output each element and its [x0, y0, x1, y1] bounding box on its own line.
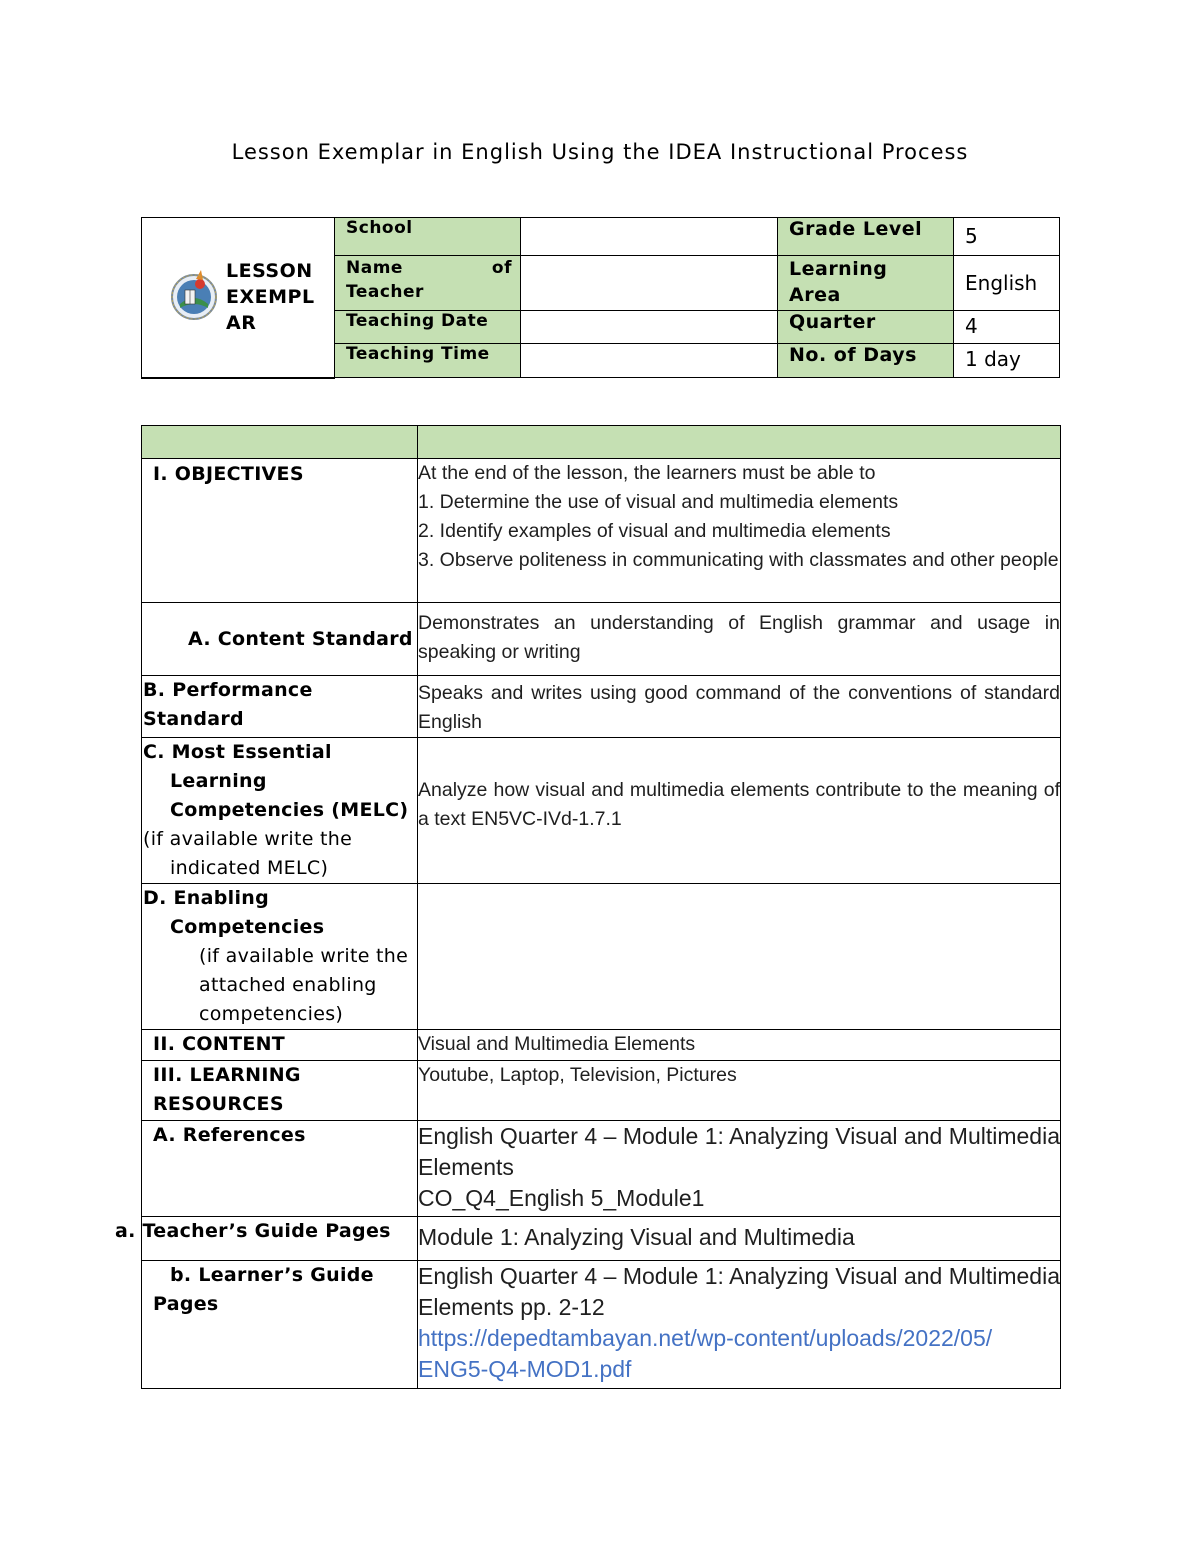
teaching-date-field[interactable] — [521, 311, 778, 344]
lesson-header-table — [141, 217, 1060, 379]
teaching-time-field[interactable] — [521, 344, 778, 378]
module-link-continued[interactable]: ENG5-Q4-MOD1.pdf — [418, 1356, 632, 1382]
performance-standard-text: Speaks and writes using good command of the conventions of standard English — [418, 676, 1061, 738]
content-standard-text: Demonstrates an understanding of English grammar and usage in speaking or writing — [418, 603, 1061, 676]
lesson-plan-table — [115, 425, 1061, 1389]
teaching-time-label: Teaching Time — [335, 344, 521, 378]
table-header-row — [142, 426, 1061, 459]
references-text: English Quarter 4 – Module 1: Analyzing Visual and Multimedia Elements CO_Q4_English 5_Module1 — [418, 1121, 1061, 1217]
days-value[interactable]: 1 day — [954, 344, 1060, 378]
teachers-guide-label: a. Teacher’s Guide Pages — [142, 1217, 418, 1261]
deped-seal-icon — [170, 264, 218, 330]
content-row — [142, 1030, 1061, 1061]
objectives-row — [142, 459, 1061, 603]
melc-row — [142, 738, 1061, 884]
teacher-name-label: Name of Teacher — [335, 256, 521, 311]
logo-text: LESSON EXEMPL AR — [226, 260, 315, 335]
performance-standard-label: B. Performance Standard — [142, 676, 418, 738]
learners-guide-label: b. Learner’s Guide Pages — [142, 1261, 418, 1389]
teacher-name-field[interactable] — [521, 256, 778, 311]
logo-cell — [142, 218, 335, 378]
learners-guide-row — [142, 1261, 1061, 1389]
teaching-date-label: Teaching Date — [335, 311, 521, 344]
content-standard-row — [142, 603, 1061, 676]
days-label: No. of Days — [778, 344, 954, 378]
performance-standard-row — [142, 676, 1061, 738]
learning-resources-row — [142, 1061, 1061, 1121]
grade-level-value[interactable]: 5 — [954, 218, 1060, 256]
references-label: A. References — [142, 1121, 418, 1217]
objectives-content: At the end of the lesson, the learners must be able to 1. Determine the use of visual and multimedia elements 2. Identify examples of visual and multimedia elements 3. Observe politeness in communicating with classmates and other people — [418, 459, 1061, 603]
learning-area-value[interactable]: English — [954, 256, 1060, 311]
content-text: Visual and Multimedia Elements — [418, 1030, 1061, 1061]
content-label: II. CONTENT — [142, 1030, 418, 1061]
content-standard-label: A. Content Standard — [142, 603, 418, 676]
learners-guide-text: English Quarter 4 – Module 1: Analyzing Visual and Multimedia Elements pp. 2-12 https://depedtambayan.net/wp-content/uploads/2022/05/ ENG5-Q4-MOD1.pdf — [418, 1261, 1061, 1389]
learning-resources-text: Youtube, Laptop, Television, Pictures — [418, 1061, 1061, 1121]
quarter-label: Quarter — [778, 311, 954, 344]
melc-text: Analyze how visual and multimedia elements contribute to the meaning of a text EN5VC-IVd-1.7.1 — [418, 738, 1061, 884]
enabling-competencies-row — [142, 884, 1061, 1030]
references-row — [142, 1121, 1061, 1217]
grade-level-label: Grade Level — [778, 218, 954, 256]
melc-label: C. Most Essential Learning Competencies (MELC) (if available write the indicated MELC) — [142, 738, 418, 884]
school-label: School — [335, 218, 521, 256]
learning-resources-label: III. LEARNING RESOURCES — [142, 1061, 418, 1121]
objectives-label: I. OBJECTIVES — [142, 459, 418, 603]
quarter-value[interactable]: 4 — [954, 311, 1060, 344]
learning-area-label: Learning Area — [778, 256, 954, 311]
module-link[interactable]: https://depedtambayan.net/wp-content/uploads/2022/05/ — [418, 1325, 993, 1351]
document-title: Lesson Exemplar in English Using the IDEA Instructional Process — [231, 140, 969, 164]
teachers-guide-text: Module 1: Analyzing Visual and Multimedia — [418, 1217, 1061, 1261]
teachers-guide-row — [142, 1217, 1061, 1261]
enabling-competencies-text — [418, 884, 1061, 1030]
school-field[interactable] — [521, 218, 778, 256]
enabling-competencies-label: D. Enabling Competencies (if available write the attached enabling competencies) — [142, 884, 418, 1030]
